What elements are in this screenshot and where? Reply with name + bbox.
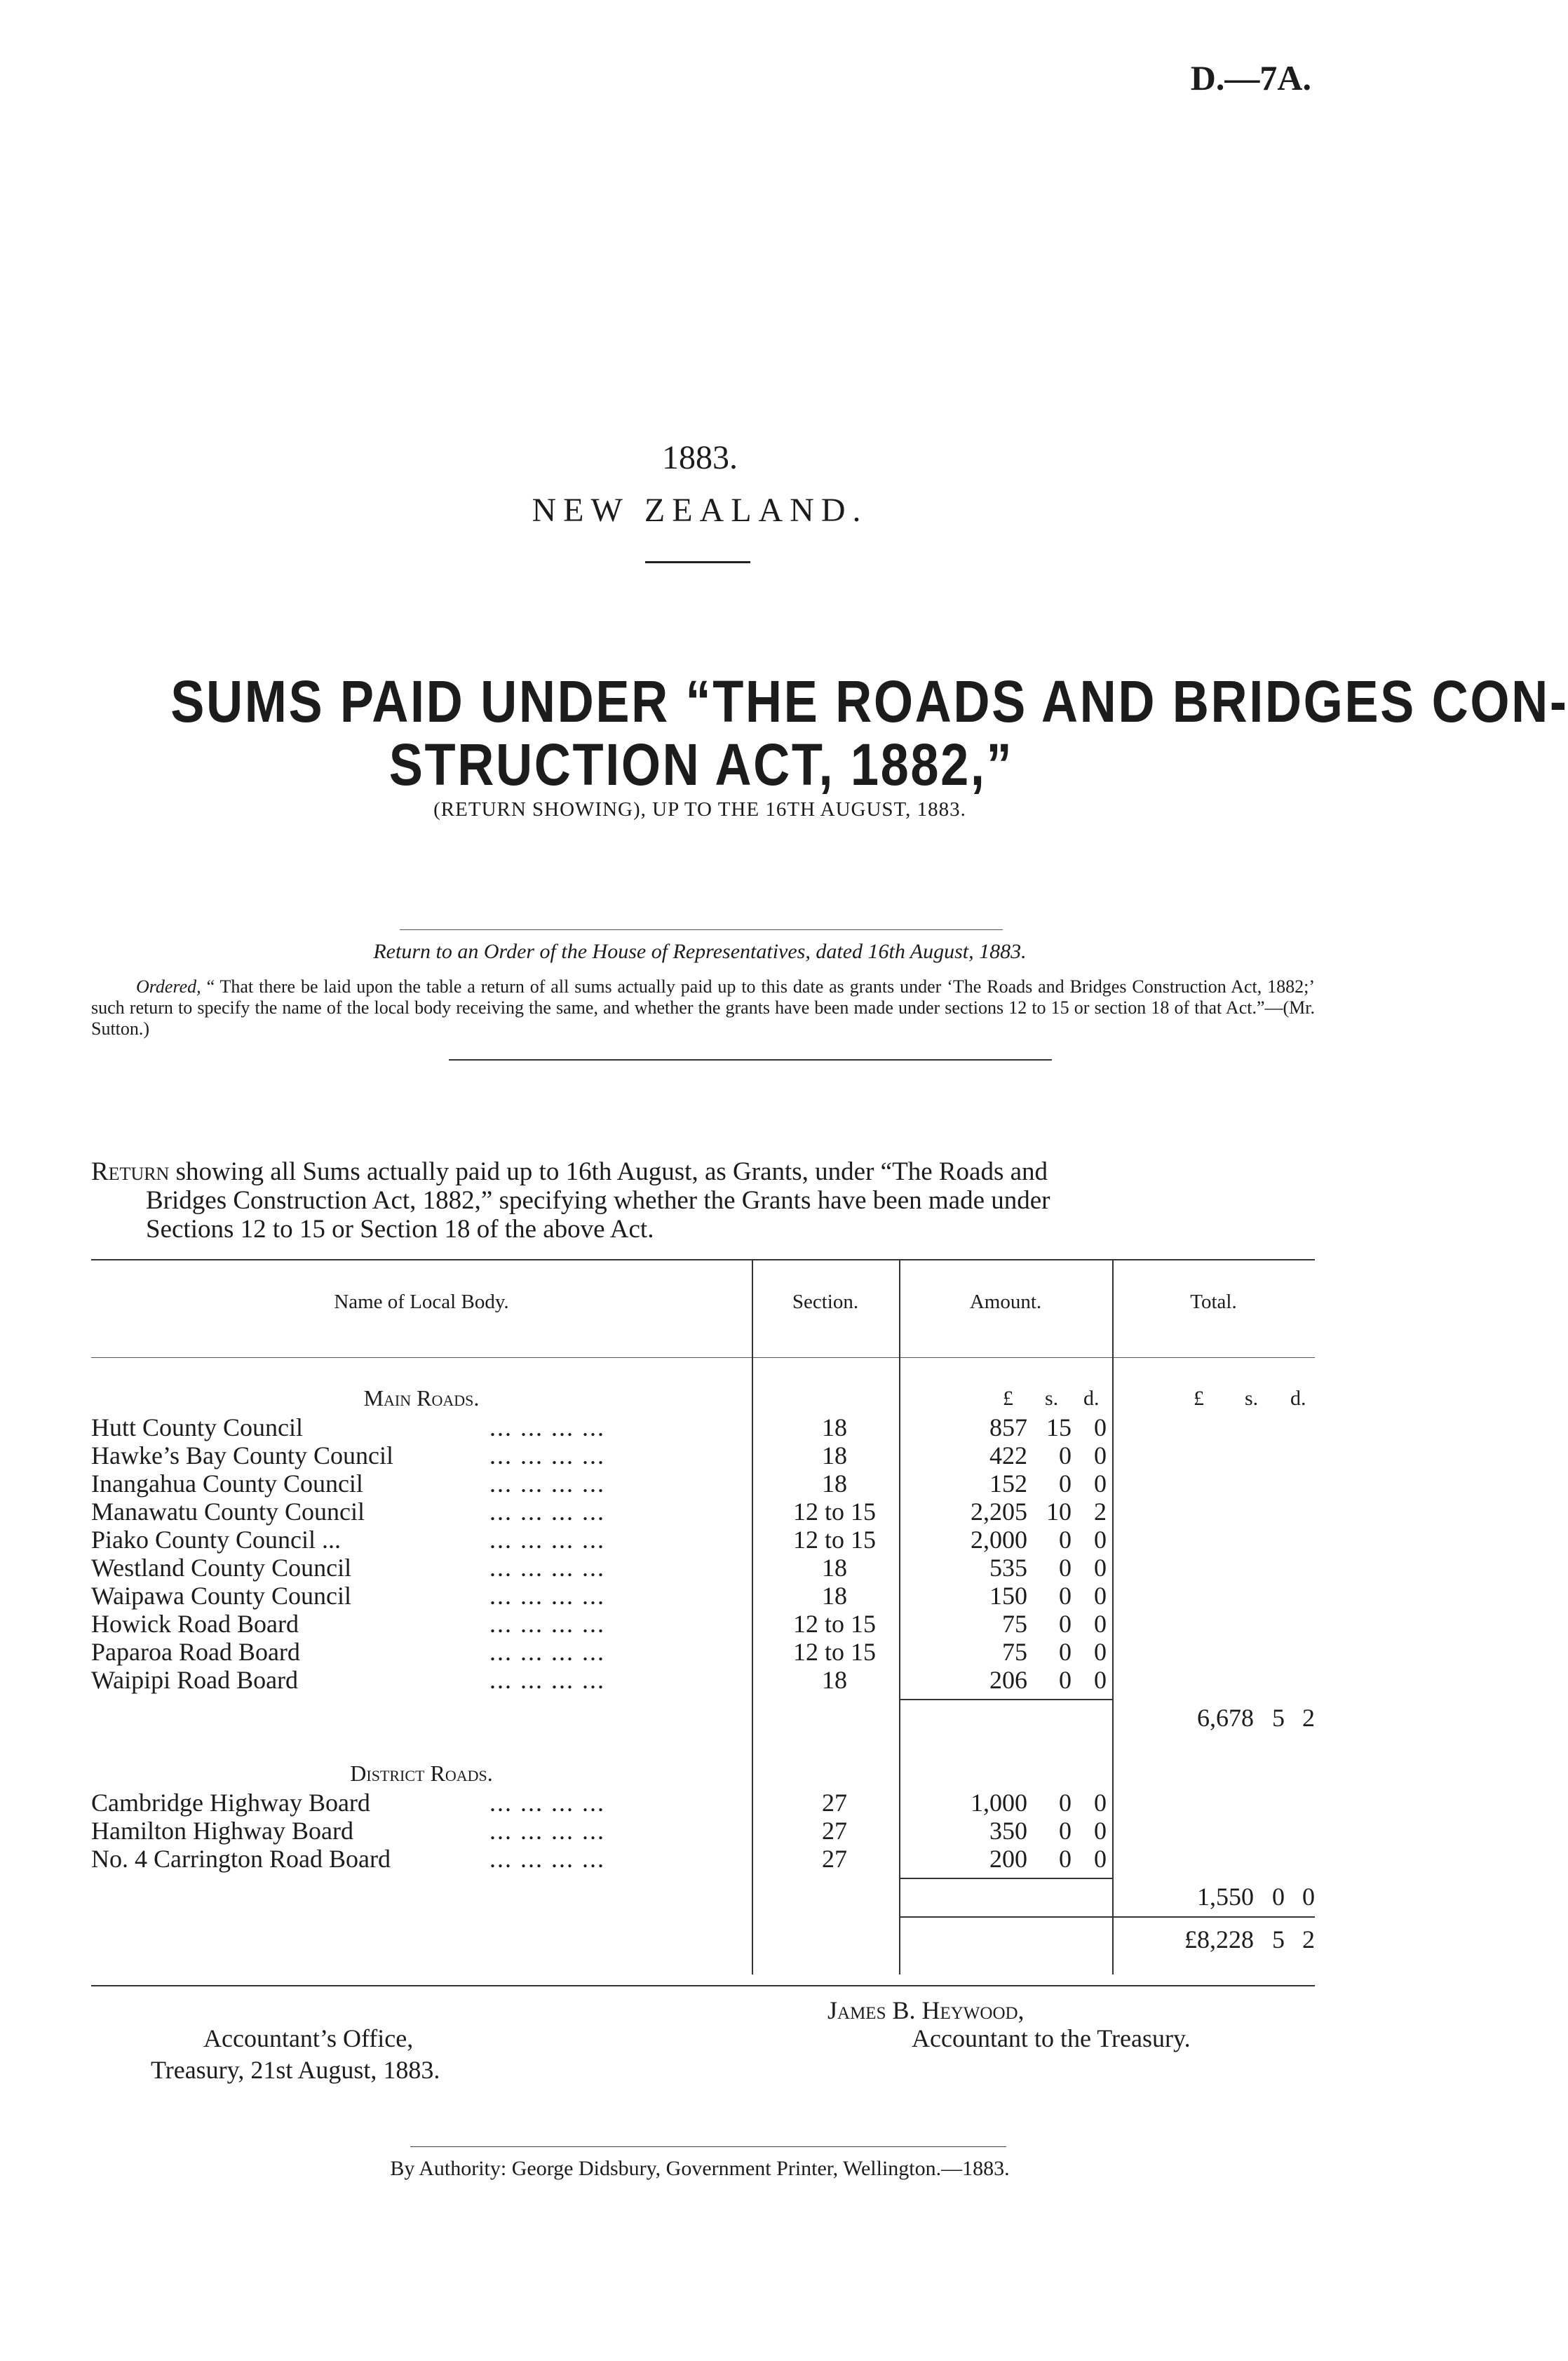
header-section: Section. <box>792 1291 859 1313</box>
amount-pence: 0 <box>1094 1582 1107 1610</box>
section-cell: 12 to 15 <box>792 1526 876 1554</box>
leader-dots: ... ... ... ... <box>489 1845 605 1873</box>
return-description <box>91 1157 1315 1244</box>
section-cell: 18 <box>822 1554 847 1582</box>
amount-pounds: 350 <box>989 1817 1027 1845</box>
document-reference: D.—7A. <box>1190 58 1311 97</box>
return-word: Return <box>91 1157 170 1186</box>
unit-pence: d. <box>1290 1387 1306 1410</box>
header-amount: Amount. <box>969 1291 1042 1313</box>
table-row <box>91 1638 1315 1666</box>
section-cell: 18 <box>822 1413 847 1441</box>
leader-dots: ... ... ... ... <box>489 1666 605 1694</box>
header-name: Name of Local Body. <box>334 1291 509 1313</box>
amount-pounds: 2,205 <box>971 1498 1027 1526</box>
table-row <box>91 1441 1315 1469</box>
table-row <box>91 1469 1315 1498</box>
amount-shillings: 0 <box>1059 1789 1072 1817</box>
grand-total-row <box>91 1924 1315 1955</box>
signatory-name: James B. Heywood, <box>827 1996 1025 2024</box>
amount-pounds: 2,000 <box>971 1526 1027 1554</box>
table-row <box>91 1498 1315 1526</box>
amount-shillings: 0 <box>1059 1554 1072 1582</box>
divider <box>400 929 1003 930</box>
table-row <box>91 1413 1315 1441</box>
local-body-name: Hamilton Highway Board <box>91 1817 353 1845</box>
amount-pence: 0 <box>1094 1610 1107 1638</box>
divider <box>410 2146 1006 2147</box>
amount-pounds: 422 <box>989 1441 1027 1469</box>
amount-pence: 2 <box>1094 1498 1107 1526</box>
amount-shillings: 0 <box>1059 1845 1072 1873</box>
amount-pounds: 857 <box>989 1413 1027 1441</box>
leader-dots: ... ... ... ... <box>489 1469 605 1498</box>
leader-dots: ... ... ... ... <box>489 1789 605 1817</box>
total-pence: 2 <box>1302 1704 1315 1732</box>
unit-shillings: s. <box>1045 1387 1059 1410</box>
table-row <box>91 1526 1315 1554</box>
office-line-2: Treasury, 21st August, 1883. <box>151 2056 440 2084</box>
grand-total-shillings: 5 <box>1272 1925 1285 1953</box>
section-cell: 27 <box>822 1789 847 1817</box>
amount-pounds: 535 <box>989 1554 1027 1582</box>
table-row <box>91 1610 1315 1638</box>
amount-shillings: 0 <box>1059 1582 1072 1610</box>
grand-total-pence: 2 <box>1302 1925 1315 1953</box>
office-line-1: Accountant’s Office, <box>203 2024 414 2052</box>
unit-pounds: £ <box>1003 1387 1013 1410</box>
leader-dots: ... ... ... ... <box>489 1638 605 1666</box>
section-cell: 27 <box>822 1845 847 1873</box>
amount-shillings: 15 <box>1046 1413 1072 1441</box>
total-pence: 0 <box>1302 1883 1315 1911</box>
unit-shillings: s. <box>1245 1387 1259 1410</box>
unit-pounds: £ <box>1194 1387 1204 1410</box>
amount-pounds: 75 <box>1002 1638 1027 1666</box>
header-total: Total. <box>1190 1291 1237 1313</box>
amount-pence: 0 <box>1094 1554 1107 1582</box>
local-body-name: Manawatu County Council <box>91 1498 365 1526</box>
local-body-name: Paparoa Road Board <box>91 1638 300 1666</box>
amount-pence: 0 <box>1094 1666 1107 1694</box>
local-body-name: Waipipi Road Board <box>91 1666 299 1694</box>
country-heading: NEW ZEALAND. <box>532 492 868 529</box>
divider <box>449 1059 1052 1061</box>
amount-shillings: 0 <box>1059 1526 1072 1554</box>
amount-pence: 0 <box>1094 1441 1107 1469</box>
amount-pounds: 200 <box>989 1845 1027 1873</box>
subtotal-rule <box>899 1878 1112 1879</box>
amount-shillings: 0 <box>1059 1666 1072 1694</box>
amount-pounds: 152 <box>989 1469 1027 1498</box>
amount-pounds: 1,000 <box>971 1789 1027 1817</box>
total-shillings: 0 <box>1272 1883 1285 1911</box>
order-text <box>91 976 1315 1040</box>
section-cell: 12 to 15 <box>792 1638 876 1666</box>
amount-shillings: 0 <box>1059 1817 1072 1845</box>
local-body-name: Westland County Council <box>91 1554 352 1582</box>
table-header-rule <box>91 1357 1315 1358</box>
local-body-name: Piako County Council ... <box>91 1526 342 1554</box>
amount-pounds: 150 <box>989 1582 1027 1610</box>
total-shillings: 5 <box>1272 1704 1285 1732</box>
amount-pounds: 206 <box>989 1666 1027 1694</box>
local-body-name: Inangahua County Council <box>91 1469 363 1498</box>
total-pounds: 6,678 <box>1197 1704 1254 1732</box>
section-cell: 12 to 15 <box>792 1498 876 1526</box>
amount-shillings: 0 <box>1059 1638 1072 1666</box>
amount-pence: 0 <box>1094 1469 1107 1498</box>
section-cell: 18 <box>822 1582 847 1610</box>
ordered-label: Ordered, <box>136 976 201 997</box>
amount-pounds: 75 <box>1002 1610 1027 1638</box>
section-cell: 18 <box>822 1666 847 1694</box>
leader-dots: ... ... ... ... <box>489 1582 605 1610</box>
total-pounds: 1,550 <box>1197 1883 1254 1911</box>
table-row <box>91 1845 1315 1873</box>
section-cell: 27 <box>822 1817 847 1845</box>
grand-total-pounds: £8,228 <box>1184 1925 1254 1953</box>
leader-dots: ... ... ... ... <box>489 1610 605 1638</box>
leader-dots: ... ... ... ... <box>489 1526 605 1554</box>
grants-table <box>91 1259 1315 1985</box>
amount-shillings: 10 <box>1046 1498 1072 1526</box>
table-bottom-rule <box>91 1985 1315 1986</box>
section-heading-district-roads: District Roads. <box>350 1761 493 1786</box>
amount-shillings: 0 <box>1059 1441 1072 1469</box>
intro-line-2: Bridges Construction Act, 1882,” specifying whether the Grants have been made under <box>146 1186 1050 1215</box>
section-cell: 18 <box>822 1469 847 1498</box>
table-top-rule <box>91 1259 1315 1260</box>
local-body-name: Waipawa County Council <box>91 1582 352 1610</box>
table-row <box>91 1666 1315 1694</box>
intro-line-3: Sections 12 to 15 or Section 18 of the above Act. <box>146 1215 654 1244</box>
leader-dots: ... ... ... ... <box>489 1498 605 1526</box>
local-body-name: Hawke’s Bay County Council <box>91 1441 393 1469</box>
printer-authority: By Authority: George Didsbury, Government Printer, Wellington.—1883. <box>390 2157 1010 2180</box>
unit-pence: d. <box>1083 1387 1100 1410</box>
local-body-name: Howick Road Board <box>91 1610 299 1638</box>
table-row <box>91 1582 1315 1610</box>
intro-line-1: showing all Sums actually paid up to 16th August, as Grants, under “The Roads and <box>175 1157 1048 1186</box>
ordered-body: “ That there be laid upon the table a return of all sums actually paid up to this date as grants under ‘The Roads and Bridges Construction Act, 1882;’ such return to specify the name of the local body receiving the same, and whether the grants have been made under sections 12 to 15 or section 18 of that Act.”—(Mr. Sutton.) <box>91 976 1315 1039</box>
section-cell: 18 <box>822 1441 847 1469</box>
amount-pence: 0 <box>1094 1789 1107 1817</box>
page-title-line-2: STRUCTION ACT, 1882,” <box>388 732 1014 798</box>
leader-dots: ... ... ... ... <box>489 1441 605 1469</box>
subtotal-row-main-roads <box>91 1702 1315 1733</box>
amount-shillings: 0 <box>1059 1610 1072 1638</box>
amount-pence: 0 <box>1094 1845 1107 1873</box>
page-subtitle: (RETURN SHOWING), UP TO THE 16TH AUGUST, 1883. <box>433 798 966 821</box>
subtotal-row-district-roads <box>91 1881 1315 1912</box>
document-year: 1883. <box>662 439 738 476</box>
amount-pence: 0 <box>1094 1638 1107 1666</box>
leader-dots: ... ... ... ... <box>489 1817 605 1845</box>
page-title-line-1: SUMS PAID UNDER “THE ROADS AND BRIDGES CON- <box>170 668 1568 734</box>
section-heading-main-roads: Main Roads. <box>363 1385 480 1411</box>
local-body-name: Hutt County Council <box>91 1413 304 1441</box>
divider <box>645 561 750 563</box>
local-body-name: No. 4 Carrington Road Board <box>91 1845 391 1873</box>
amount-shillings: 0 <box>1059 1469 1072 1498</box>
table-row <box>91 1817 1315 1845</box>
return-to-order: Return to an Order of the House of Representatives, dated 16th August, 1883. <box>373 940 1027 963</box>
leader-dots: ... ... ... ... <box>489 1554 605 1582</box>
table-row <box>91 1789 1315 1817</box>
subtotal-rule <box>899 1699 1112 1700</box>
signatory-title: Accountant to the Treasury. <box>912 2024 1191 2052</box>
amount-pence: 0 <box>1094 1817 1107 1845</box>
local-body-name: Cambridge Highway Board <box>91 1789 370 1817</box>
grand-total-rule <box>899 1916 1315 1918</box>
section-cell: 12 to 15 <box>792 1610 876 1638</box>
leader-dots: ... ... ... ... <box>489 1413 605 1441</box>
table-row <box>91 1554 1315 1582</box>
amount-pence: 0 <box>1094 1526 1107 1554</box>
amount-pence: 0 <box>1094 1413 1107 1441</box>
